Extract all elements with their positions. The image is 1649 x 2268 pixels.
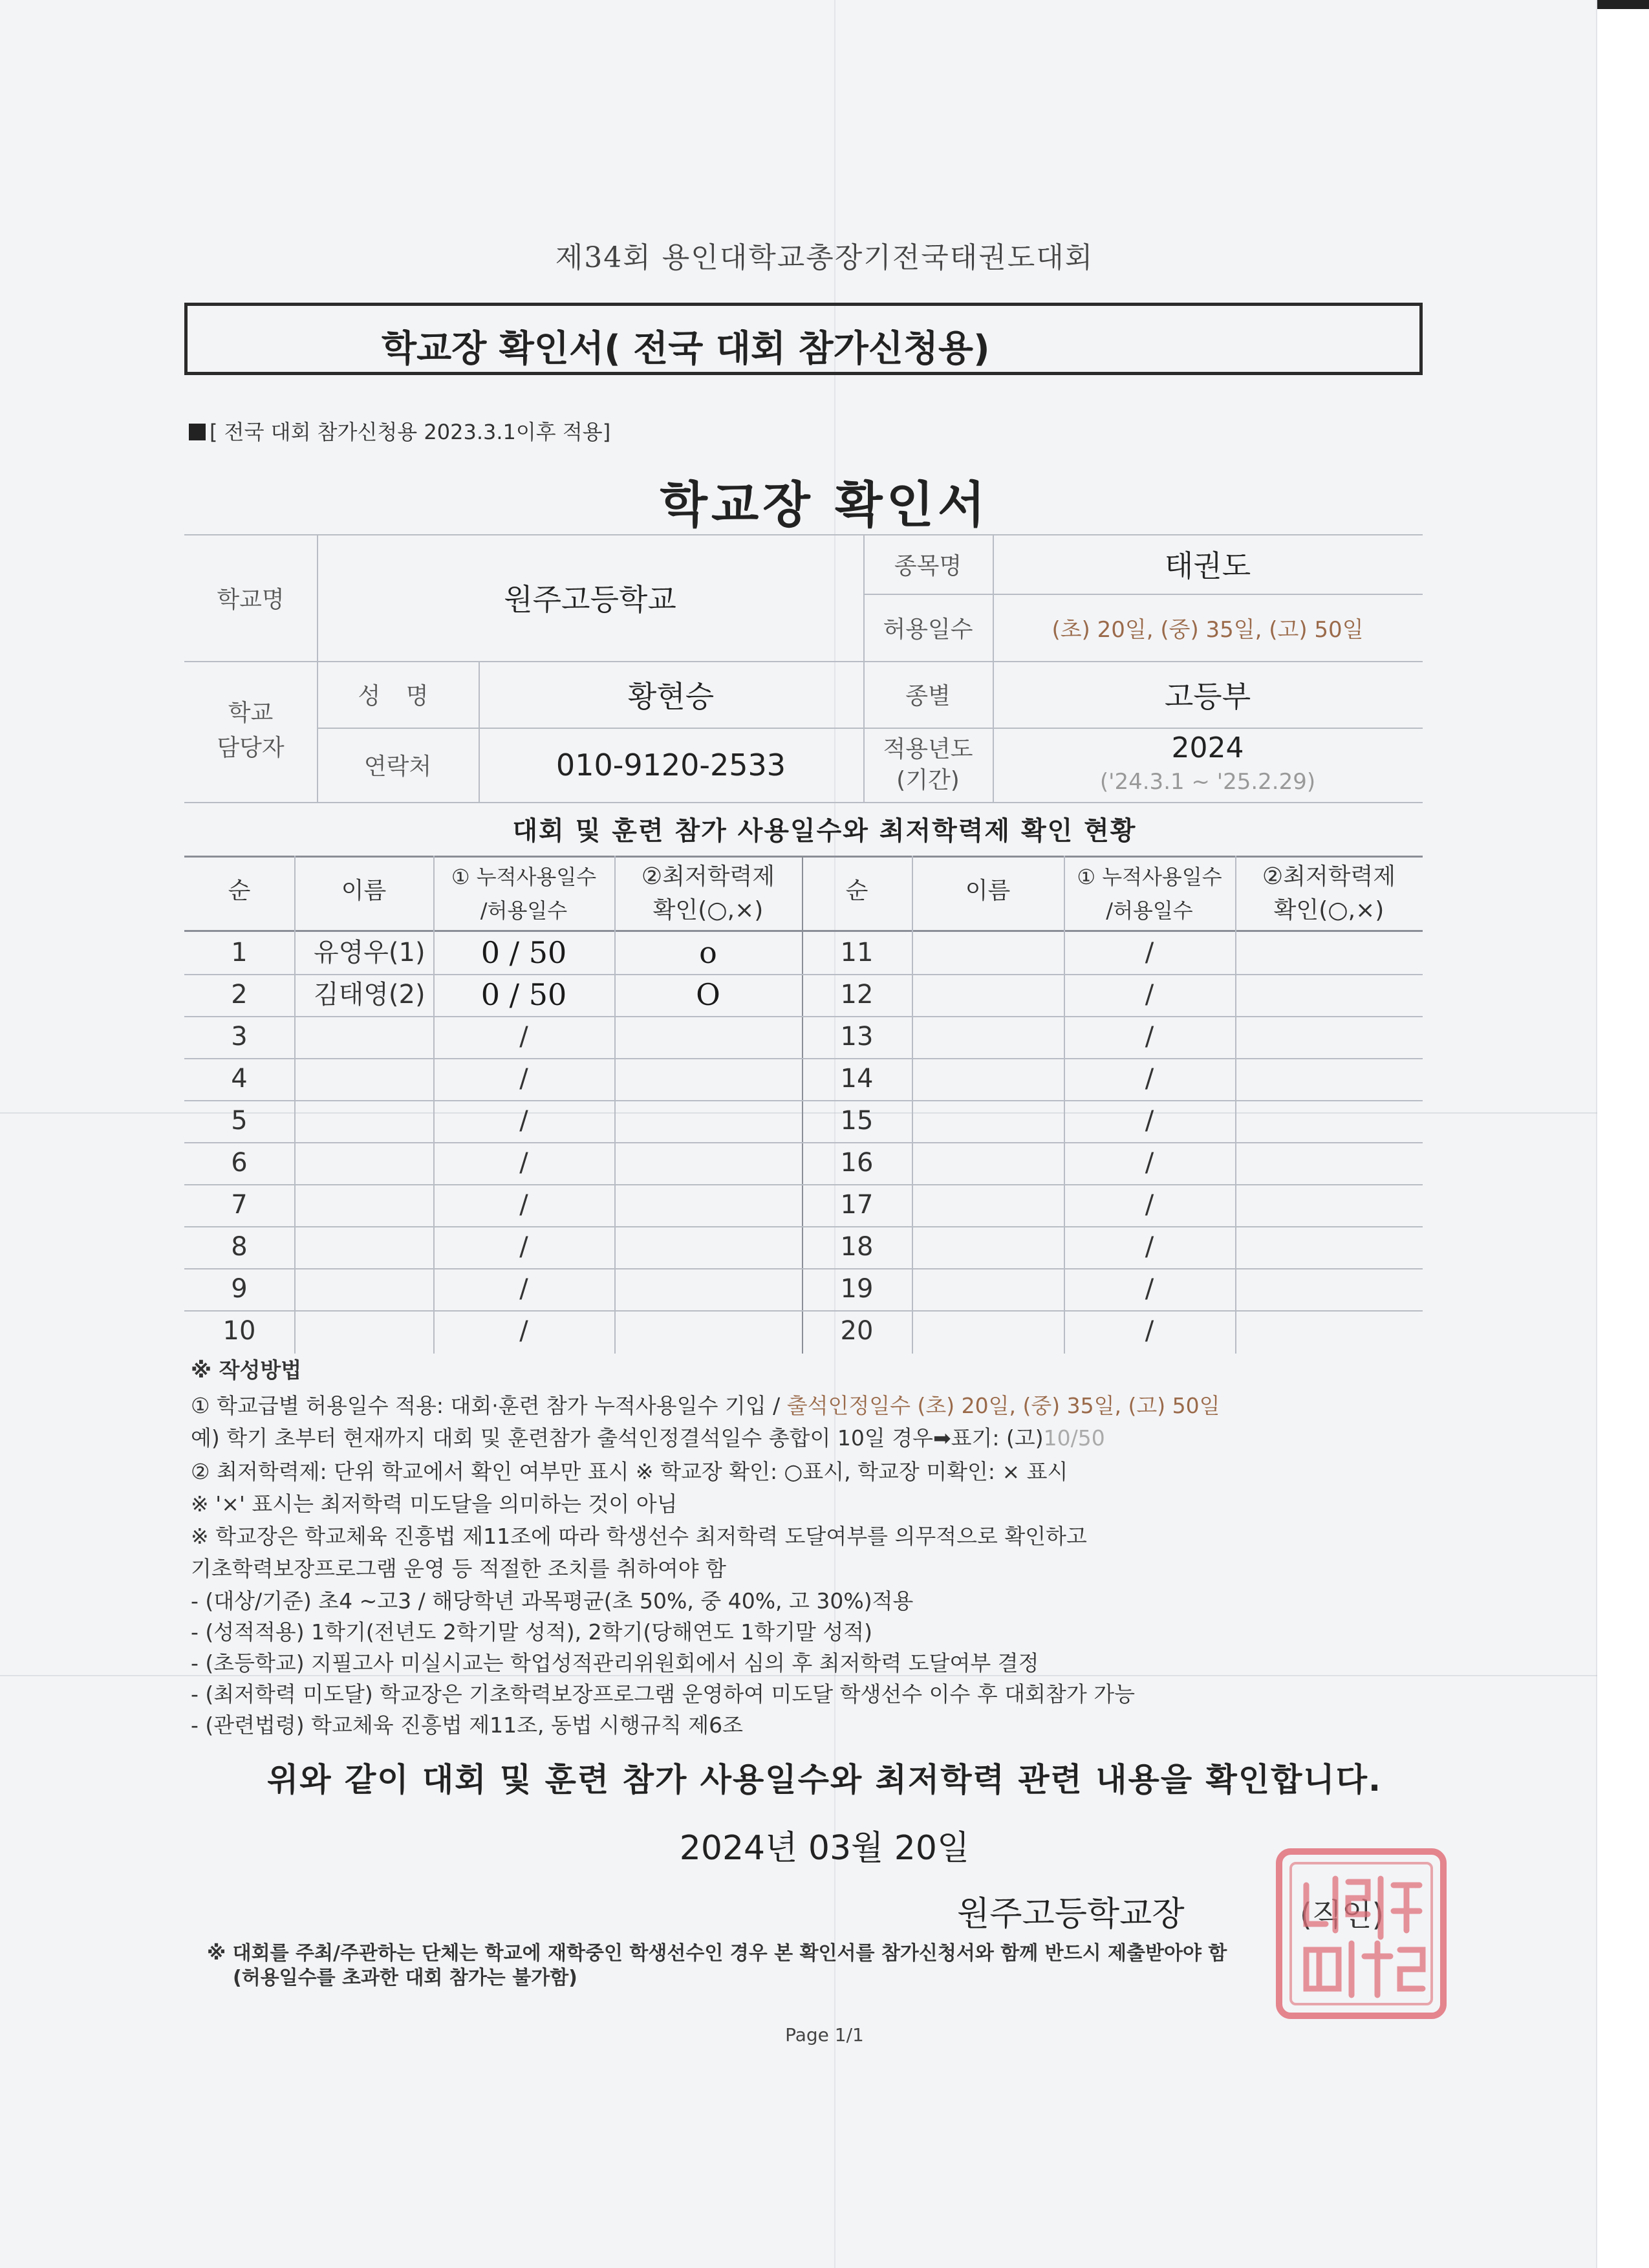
instruction-line: - (성적적용) 1학기(전년도 2학기말 성적), 2학기(당해연도 1학기말 성적)	[191, 1619, 873, 1645]
table-cell-name	[912, 932, 1064, 974]
header-academic-line: ②최저학력제	[1262, 863, 1396, 890]
instruction-line: - (초등학교) 지필고사 미실시교는 학업성적관리위원회에서 심의 후 최저학력 도달여부 결정	[191, 1650, 1039, 1676]
table-cell-academic	[1235, 1142, 1423, 1184]
table-cell-no: 16	[840, 1148, 874, 1178]
instruction-line: - (대상/기준) 초4 ~고3 / 해당학년 과목평균(초 50%, 중 40%, 고 30%)적용	[191, 1588, 914, 1614]
manager-label-line: 담당자	[217, 735, 285, 761]
division-value: 고등부	[1164, 678, 1251, 714]
table-cell-name	[294, 1184, 433, 1226]
table-cell-usage: /	[1145, 1148, 1154, 1178]
grid-line	[184, 856, 1423, 858]
table-cell-no: 5	[231, 1106, 248, 1136]
table-cell-academic	[614, 1310, 802, 1352]
page-number: Page 1/1	[785, 2024, 864, 2046]
table-cell-no: 11	[840, 938, 874, 967]
table-cell-no: 13	[840, 1022, 874, 1052]
boxed-title-text: 학교장 확인서( 전국 대회 참가신청용)	[382, 328, 990, 370]
table-cell-academic	[1235, 974, 1423, 1016]
boxed-title	[184, 303, 1423, 375]
table-cell-academic	[614, 1016, 802, 1058]
table-cell-academic	[1235, 1058, 1423, 1100]
year-value: 2024	[1171, 731, 1244, 764]
table-cell-academic	[614, 1058, 802, 1100]
table-cell-usage: /	[1145, 1190, 1154, 1220]
table-cell-usage: /	[1145, 1316, 1154, 1346]
table-cell-no: 6	[231, 1148, 248, 1178]
school-label: 학교명	[217, 586, 285, 613]
table-cell-no: 10	[222, 1316, 256, 1346]
table-cell-usage: /	[1145, 938, 1154, 967]
top-note	[189, 416, 610, 446]
table-cell-usage: /	[1145, 1274, 1154, 1304]
header-academic-line: ②최저학력제	[641, 863, 775, 890]
sport-value: 태권도	[1164, 548, 1251, 583]
table-cell-name	[912, 1226, 1064, 1268]
header-academic	[1235, 860, 1423, 927]
manager-label	[184, 673, 317, 789]
top-note-text: [ 전국 대회 참가신청용 2023.3.1이후 적용]	[210, 420, 611, 444]
scan-corner-mark	[1597, 0, 1649, 9]
table-cell-name	[912, 1058, 1064, 1100]
table-cell-usage: /	[1145, 1022, 1154, 1052]
table-cell-no: 2	[231, 980, 248, 1010]
year-label	[863, 728, 993, 802]
table-cell-usage: /	[519, 1022, 528, 1052]
header-usage-line: ① 누적사용일수	[1077, 865, 1222, 889]
table-cell-name	[294, 1226, 433, 1268]
header-usage-line: ① 누적사용일수	[451, 865, 597, 889]
table-cell-usage: /	[519, 1190, 528, 1220]
table-cell-usage: /	[1145, 1106, 1154, 1136]
table-cell-academic	[1235, 1100, 1423, 1142]
instruction-line: ② 최저학력제: 단위 학교에서 확인 여부만 표시 ※ 학교장 확인: ○표시, 학교장 미확인: × 표시	[191, 1459, 1068, 1484]
table-cell-name	[294, 1016, 433, 1058]
period-value: ('24.3.1 ~ '25.2.29)	[1099, 768, 1316, 795]
instruction-example: 10/50	[1043, 1425, 1105, 1451]
table-cell-academic	[1235, 1016, 1423, 1058]
table-cell-name	[912, 1310, 1064, 1352]
document-title: 학교장 확인서	[660, 476, 989, 534]
square-bullet-icon	[189, 424, 206, 440]
usage-table-title: 대회 및 훈련 참가 사용일수와 최저학력제 확인 현황	[512, 816, 1137, 846]
table-cell-name	[294, 1058, 433, 1100]
instruction-line	[191, 1389, 1220, 1420]
table-cell-name: 김태영(2)	[314, 980, 426, 1010]
scan-paper-edge	[1596, 0, 1649, 2268]
table-cell-academic	[614, 1142, 802, 1184]
instruction-text: ① 학교급별 허용일수 적용: 대회·훈련 참가 누적사용일수 기입 /	[191, 1393, 787, 1418]
table-cell-academic	[614, 1226, 802, 1268]
table-cell-name	[912, 1142, 1064, 1184]
year-label-line: (기간)	[896, 766, 960, 794]
confirmation-statement: 위와 같이 대회 및 훈련 참가 사용일수와 최저학력 관련 내용을 확인합니다.	[266, 1761, 1383, 1798]
year-cell	[993, 728, 1423, 802]
footnote: ※ 대회를 주최/주관하는 단체는 학교에 재학중인 학생선수인 경우 본 확인서를 참가신청서와 함께 반드시 제출받아야 함	[207, 1942, 1227, 1965]
instruction-line: 기초학력보장프로그램 운영 등 적절한 조치를 취하여야 함	[191, 1556, 727, 1581]
table-cell-usage: 0 / 50	[480, 977, 567, 1012]
table-cell-academic	[614, 1100, 802, 1142]
table-cell-usage: /	[519, 1274, 528, 1304]
table-cell-academic	[1235, 932, 1423, 974]
instruction-text: 예) 학기 초부터 현재까지 대회 및 훈련참가 출석인정결석일수 총합이 10일 경우➡표기: (고)	[191, 1425, 1044, 1451]
table-cell-no: 9	[231, 1274, 248, 1304]
instruction-line	[191, 1421, 1105, 1452]
year-label-line: 적용년도	[883, 735, 973, 762]
table-cell-academic	[614, 1184, 802, 1226]
instruction-line: ※ '×' 표시는 최저학력 미도달을 의미하는 것이 아님	[191, 1491, 678, 1517]
sport-label: 종목명	[894, 552, 962, 579]
table-cell-no: 18	[840, 1232, 874, 1262]
manager-label-line: 학교	[228, 700, 274, 726]
header-usage	[1064, 860, 1235, 927]
allowed-days-value: (초) 20일, (중) 35일, (고) 50일	[1051, 616, 1364, 643]
table-cell-academic	[1235, 1226, 1423, 1268]
table-cell-no: 19	[840, 1274, 874, 1304]
table-cell-name	[294, 1268, 433, 1310]
table-cell-usage: /	[519, 1106, 528, 1136]
instructions-heading: ※ 작성방법	[191, 1357, 302, 1383]
instruction-line: - (최저학력 미도달) 학교장은 기초학력보장프로그램 운영하여 미도달 학생선수 이수 후 대회참가 가능	[191, 1681, 1136, 1707]
instruction-highlight: 출석인정일수 (초) 20일, (중) 35일, (고) 50일	[786, 1393, 1220, 1418]
signer-name: 원주고등학교장	[957, 1895, 1185, 1934]
table-cell-usage: /	[519, 1148, 528, 1178]
table-cell-name	[912, 1268, 1064, 1310]
table-cell-no: 17	[840, 1190, 874, 1220]
table-cell-no: 8	[231, 1232, 248, 1262]
table-cell-usage: /	[1145, 1232, 1154, 1262]
instruction-line: - (관련법령) 학교체육 진흥법 제11조, 동법 시행규칙 제6조	[191, 1712, 743, 1738]
table-cell-usage: 0 / 50	[480, 935, 567, 970]
header-usage-line: /허용일수	[1106, 898, 1193, 923]
header-usage	[433, 860, 614, 927]
table-cell-academic	[614, 1268, 802, 1310]
table-cell-academic: o	[699, 935, 717, 970]
header-usage-line: /허용일수	[480, 898, 568, 923]
allowed-days-label: 허용일수	[883, 616, 973, 643]
seal-label: (직인)	[1300, 1897, 1385, 1933]
table-cell-name	[912, 1184, 1064, 1226]
table-cell-name	[912, 1016, 1064, 1058]
header-no: 순	[845, 878, 868, 904]
grid-line	[184, 802, 1423, 803]
table-cell-name	[912, 1100, 1064, 1142]
name-label: 성 명	[358, 683, 438, 709]
table-cell-academic	[1235, 1268, 1423, 1310]
table-cell-academic	[1235, 1310, 1423, 1352]
document-date: 2024년 03월 20일	[679, 1829, 970, 1868]
table-cell-name	[912, 974, 1064, 1016]
table-cell-usage: /	[519, 1064, 528, 1094]
footnote: (허용일수를 초과한 대회 참가는 불가함)	[233, 1967, 577, 1989]
table-cell-name	[294, 1100, 433, 1142]
table-cell-no: 15	[840, 1106, 874, 1136]
event-title: 제34회 용인대학교총장기전국태권도대회	[555, 241, 1094, 274]
table-cell-no: 14	[840, 1064, 874, 1094]
school-value: 원주고등학교	[504, 582, 676, 617]
table-cell-name	[294, 1310, 433, 1352]
table-cell-no: 3	[231, 1022, 248, 1052]
table-cell-no: 7	[231, 1190, 248, 1220]
table-cell-name	[294, 1142, 433, 1184]
table-cell-academic: O	[696, 977, 720, 1012]
table-cell-academic	[1235, 1184, 1423, 1226]
table-cell-no: 12	[840, 980, 874, 1010]
phone-value: 010-9120-2533	[555, 747, 786, 783]
table-cell-usage: /	[1145, 980, 1154, 1010]
instruction-line: ※ 학교장은 학교체육 진흥법 제11조에 따라 학생선수 최저학력 도달여부를 의무적으로 확인하고	[191, 1524, 1087, 1549]
table-cell-no: 4	[231, 1064, 248, 1094]
table-cell-usage: /	[519, 1232, 528, 1262]
division-label: 종별	[905, 683, 951, 709]
header-academic-line: 확인(○,×)	[652, 897, 764, 923]
table-cell-no: 20	[840, 1316, 874, 1346]
table-cell-usage: /	[1145, 1064, 1154, 1094]
table-cell-no: 1	[231, 938, 248, 967]
table-cell-usage: /	[519, 1316, 528, 1346]
header-no: 순	[228, 878, 251, 904]
name-value: 황현승	[627, 678, 715, 714]
phone-label: 연락처	[363, 753, 432, 780]
header-name: 이름	[341, 878, 387, 904]
official-seal-icon	[1274, 1846, 1449, 2021]
header-academic-line: 확인(○,×)	[1273, 897, 1385, 923]
header-name: 이름	[965, 878, 1011, 904]
table-cell-name: 유영우(1)	[314, 938, 426, 967]
header-academic	[614, 860, 802, 927]
